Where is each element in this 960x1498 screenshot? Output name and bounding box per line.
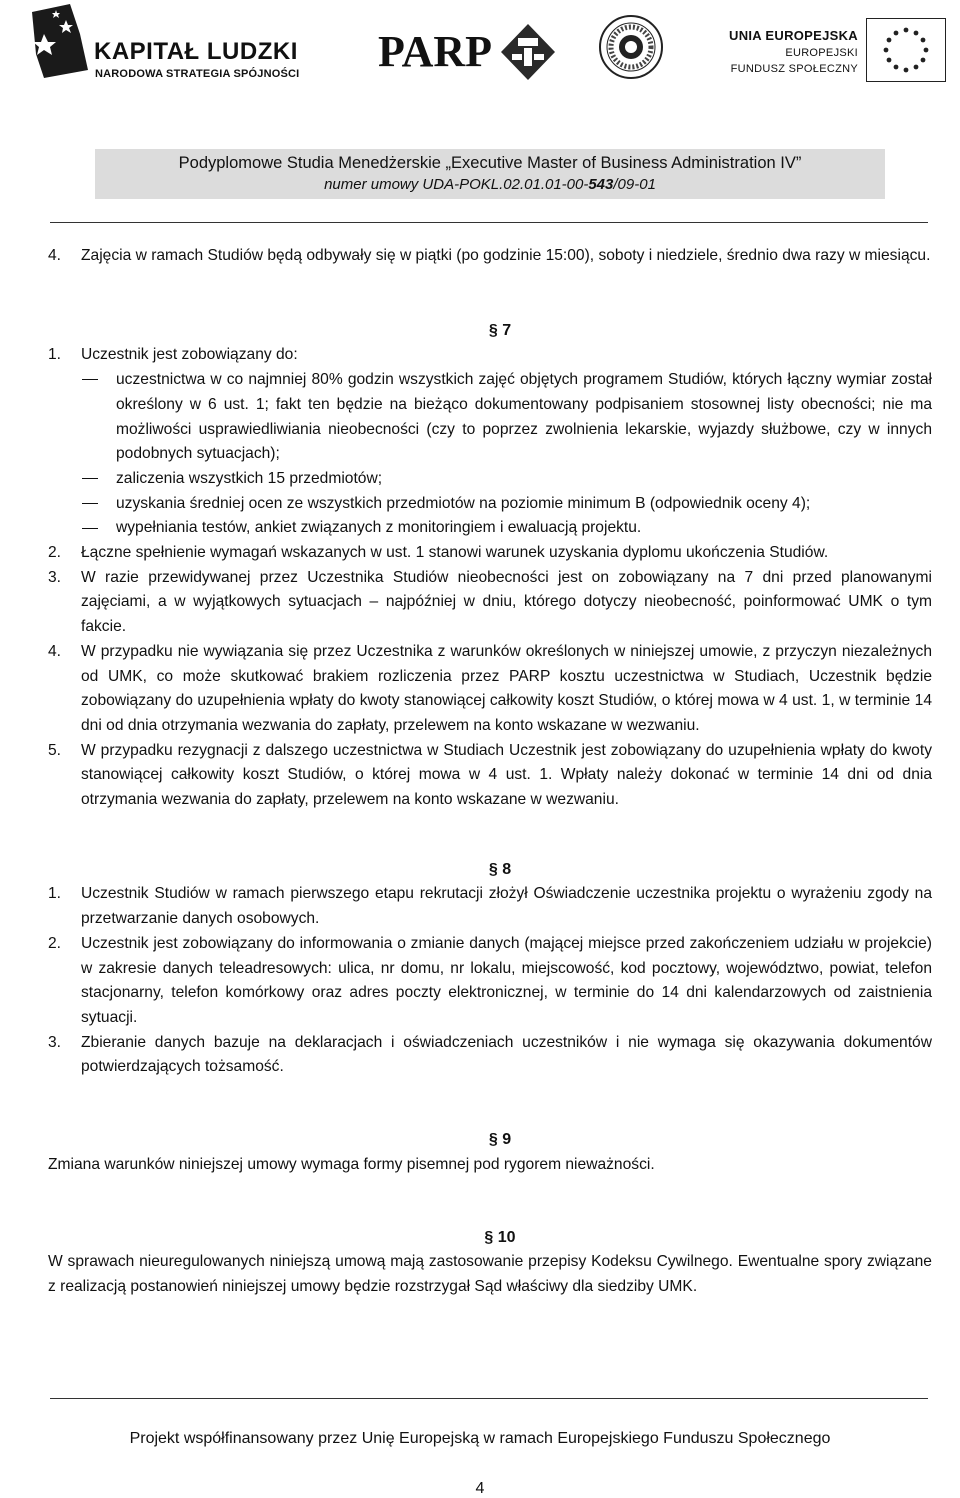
section-sign: §: [488, 860, 498, 878]
eu-logo-line-1: UNIA EUROPEJSKA: [729, 28, 858, 43]
list-text: W przypadku rezygnacji z dalszego uczestnictwa w Studiach Uczestnik jest zobowiązany do uzupełnienia wpłaty do kwoty stanowiącej całkowity koszt Studiów, o której mowa w 4 ust. 1. Wpłaty należy dokonać w terminie 14 dni od dnia otrzymania wezwania do zapłaty, przelewem na konto wskazane w wezwaniu.: [81, 741, 932, 809]
section-7-item-5: [48, 739, 932, 813]
section-sign: §: [488, 1131, 498, 1149]
list-number: 4.: [48, 642, 62, 660]
program-header: [95, 149, 885, 199]
eu-flag-icon: [866, 18, 946, 82]
list-number: 3.: [48, 568, 62, 586]
list-text: Uczestnik Studiów w ramach pierwszego etapu rekrutacji złożył Oświadczenie uczestnika projektu o wyrażeniu zgody na przetwarzanie danych osobowych.: [81, 885, 932, 928]
section-10-number: 10: [493, 1228, 516, 1246]
list-number: 2.: [48, 544, 62, 562]
dash-text: uczestnictwa w co najmniej 80% godzin wszystkich zajęć objętych programem Studiów, których łączny wymiar został określony w 6 ust. 1; fakt ten będzie na bieżąco dokumentowany podpisaniem stosownej listy obecności; nie ma możliwości usprawiedliwiania nieobecności (czy to poprzez zwolnienia lekarskie, wyjazdy służbowe, czy w innych podobnych sytuacjach);: [116, 371, 932, 463]
parp-emblem-icon: [501, 24, 555, 80]
section-7-dash-4: [81, 516, 932, 541]
section-7-item-3: [48, 566, 932, 640]
list-number: 5.: [48, 741, 62, 759]
section-7-number: 7: [497, 321, 512, 339]
section-8-item-2: [48, 932, 932, 1031]
section-10-text: W sprawach nieuregulowanych niniejszą umową mają zastosowanie przepisy Kodeksu Cywilnego. Ewentualne spory związane z realizacją postanowień niniejszej umowy będzie rozstrzygał Sąd właściwy dla siedziby UMK.: [48, 1253, 932, 1295]
list-number: 2.: [48, 934, 62, 952]
list-number: 1.: [48, 346, 62, 364]
dash-text: uzyskania średniej ocen ze wszystkich przedmiotów na poziomie minimum B (odpowiednik oceny 4);: [116, 494, 811, 512]
section-9-heading: [48, 1128, 932, 1153]
kapital-ludzki-subtitle: NARODOWA STRATEGIA SPÓJNOŚCI: [95, 68, 300, 80]
section-10-heading: [48, 1226, 932, 1251]
list-text: Łączne spełnienie wymagań wskazanych w ust. 1 stanowi warunek uzyskania dyplomu ukończenia Studiów.: [81, 544, 829, 562]
dash-bullet: [81, 368, 116, 467]
section-9-text: Zmiana warunków niniejszej umowy wymaga formy pisemnej pod rygorem nieważności.: [48, 1155, 655, 1173]
dash-text: wypełniania testów, ankiet związanych z monitoringiem i ewaluacją projektu.: [116, 519, 642, 537]
section-7-dash-2: [81, 467, 932, 492]
logo-bar: [0, 0, 960, 100]
parp-wordmark: PARP: [378, 27, 493, 76]
eu-logo-line-2: EUROPEJSKI: [785, 47, 858, 59]
section-8-heading: [48, 858, 932, 883]
list-text: Zbieranie danych bazuje na deklaracjach i oświadczeniach uczestników i nie wymaga się okazywania dokumentów potwierdzających tożsamość.: [81, 1033, 932, 1076]
list-text: Uczestnik jest zobowiązany do:: [81, 346, 298, 364]
document-body: [48, 244, 932, 1300]
umk-seal-icon: [598, 14, 664, 80]
section-7-item-4: [48, 640, 932, 739]
contract-number-prefix: numer umowy UDA-POKL.02.01.01-00-: [324, 176, 589, 193]
section-8-item-3: [48, 1031, 932, 1080]
list-text: W razie przewidywanej przez Uczestnika Studiów nieobecności jest on zobowiązany na 7 dni przed planowanymi zajęciami, a w wyjątkowych sytuacjach – najpóźniej w dniu, którego dotyczy nieobecność, poinformować UMK o tym fakcie.: [81, 568, 932, 636]
dash-bullet: [81, 467, 116, 492]
section-sign: §: [484, 1228, 494, 1246]
program-title: Podyplomowe Studia Menedżerskie „Executive Master of Business Administration IV”: [178, 154, 802, 172]
contract-number: [95, 176, 885, 193]
kapital-ludzki-logo: [30, 4, 300, 84]
section-7-dash-1: [81, 368, 932, 467]
dash-text: zaliczenia wszystkich 15 przedmiotów;: [116, 469, 383, 487]
section-9-number: 9: [497, 1131, 512, 1149]
section-7-item-1: [48, 343, 932, 368]
kapital-ludzki-title: KAPITAŁ LUDZKI: [94, 38, 298, 65]
footer-divider: [50, 1398, 928, 1399]
section-8-item-1: [48, 882, 932, 931]
list-text: Uczestnik jest zobowiązany do informowania o zmianie danych (mającej miejsce przed zakończeniem udziału w projekcie) w zakresie danych teleadresowych: ulica, nr domu, nr lokalu, miejscowość, kod pocztowy, województwo, powiat, telefon stacjonarny, telefon komórkowy oraz adres poczty elektronicznej, w terminie do 14 dni kalendarzowych od zaistnienia sytuacji.: [81, 934, 932, 1026]
eu-esf-logo: [729, 12, 946, 86]
contract-number-suffix: /09-01: [613, 176, 656, 193]
contract-number-bold: 543: [588, 176, 614, 193]
eu-logo-line-3: FUNDUSZ SPOŁECZNY: [730, 63, 858, 75]
section-8-number: 8: [497, 860, 512, 878]
footer-funding-note: Projekt współfinansowany przez Unię Europejską w ramach Europejskiego Funduszu Społecznego: [129, 1430, 831, 1447]
list-number: 4.: [48, 247, 62, 264]
dash-bullet: [81, 516, 116, 541]
header-divider: [50, 222, 928, 223]
parp-logo: [378, 24, 556, 82]
section-7-item-2: [48, 541, 932, 566]
list-text: Zajęcia w ramach Studiów będą odbywały się w piątki (po godzinie 15:00), soboty i niedziele, średnio dwa razy w miesiącu.: [81, 247, 931, 264]
page-number: 4: [475, 1480, 485, 1497]
section-sign: §: [488, 321, 498, 339]
list-number: 3.: [48, 1033, 62, 1051]
list-text: W przypadku nie wywiązania się przez Uczestnika z warunków określonych w niniejszej umowie, z przyczyn niezależnych od UMK, co może skutkować brakiem rozliczenia przez PARP kosztu uczestnictwa w Studiach, Uczestnik będzie zobowiązany do uzupełnienia wpłaty do kwoty stanowiącej całkowity koszt Studiów, o której mowa w 4 ust. 1, w terminie 14 dni od dnia otrzymania wezwania do zapłaty, przelewem na konto wskazane w wezwaniu.: [81, 642, 932, 734]
dash-bullet: [81, 492, 116, 517]
list-number: 1.: [48, 885, 62, 903]
section-7-heading: [48, 319, 932, 344]
section-7-dash-3: [81, 492, 932, 517]
section-6-item-4: [48, 244, 932, 269]
kapital-ludzki-emblem-icon: [30, 4, 90, 78]
